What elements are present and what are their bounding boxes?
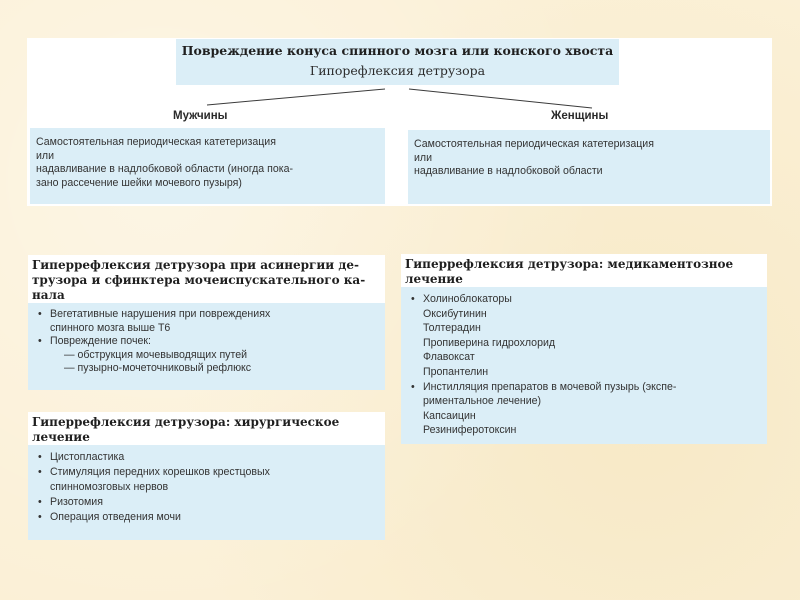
- drug-name: Оксибутинин: [423, 307, 487, 320]
- women-line: или: [414, 151, 433, 164]
- item-text: Операция отведения мочи: [50, 511, 181, 523]
- men-label: Мужчины: [173, 110, 228, 122]
- item-text: Повреждение почек:: [50, 335, 151, 348]
- item-text-continued: спинного мозга выше Т6: [50, 321, 171, 334]
- item-text-continued: спинномозговых нервов: [50, 481, 169, 493]
- medical-list: [401, 287, 767, 442]
- drug-name: Толтерадин: [423, 322, 481, 335]
- list-item: [38, 465, 381, 480]
- branch-line-women: [409, 89, 592, 108]
- item-text: Вегетативные нарушения при повреждениях: [50, 308, 271, 320]
- women-line: Самостоятельная периодическая катетеризация: [414, 138, 654, 150]
- list-item: [411, 380, 763, 395]
- bullet-icon: •: [38, 451, 42, 463]
- list-item: [38, 450, 381, 465]
- list-item: [38, 308, 381, 322]
- title-line: Гиперрефлексия детрузора: медикаментозное: [405, 257, 734, 271]
- surgical-title: [28, 412, 385, 445]
- bullet-icon: •: [38, 335, 42, 348]
- bullet-icon: •: [411, 293, 415, 305]
- men-line: или: [36, 149, 55, 162]
- medical-title: [401, 254, 767, 287]
- header-title: Повреждение конуса спинного мозга или конского хвоста: [181, 43, 614, 58]
- drug-name: Резиниферотоксин: [423, 424, 517, 437]
- item-text: Инстилляция препаратов в мочевой пузырь (экспе-: [423, 380, 677, 393]
- men-line: надавливание в надлобковой области (иногда пока-: [36, 163, 294, 176]
- header-subtitle: Гипорефлексия детрузора: [309, 63, 486, 78]
- title-line: Гиперрефлексия детрузора: хирургическое: [32, 415, 340, 429]
- surgical-treatment-box: [28, 412, 385, 540]
- surgical-list: [28, 445, 385, 529]
- bullet-icon: •: [38, 466, 42, 478]
- list-item: [38, 495, 381, 510]
- list-item: [38, 335, 381, 349]
- title-line: трузора и сфинктера мочеиспускательного ка-: [32, 273, 366, 287]
- men-line: зано рассечение шейки мочевого пузыря): [36, 176, 242, 189]
- title-line: лечение: [405, 272, 463, 286]
- branch-line-men: [207, 89, 385, 105]
- bullet-icon: •: [38, 511, 42, 523]
- drug-name: Пропантелин: [423, 365, 489, 378]
- bullet-icon: •: [411, 380, 415, 393]
- item-text: Стимуляция передних корешков крестцовых: [50, 466, 270, 478]
- medical-treatment-box: [401, 254, 767, 444]
- sub-item: — обструкция мочевыводящих путей: [64, 348, 248, 361]
- sub-item: — пузырно-мочеточниковый рефлюкс: [64, 362, 252, 375]
- item-text: Цистопластика: [50, 451, 125, 463]
- asynergy-title: [28, 255, 385, 303]
- title-line: нала: [32, 288, 65, 302]
- list-item: [38, 510, 381, 525]
- men-treatment-box: [30, 128, 385, 204]
- women-treatment-box: [408, 130, 770, 204]
- title-line: лечение: [32, 430, 90, 444]
- item-text: Холиноблокаторы: [423, 293, 512, 305]
- bullet-icon: •: [38, 308, 42, 320]
- item-text: Ризотомия: [50, 496, 103, 508]
- drug-name: Флавоксат: [423, 351, 475, 364]
- drug-name: Пропиверина гидрохлорид: [423, 336, 556, 349]
- bullet-icon: •: [38, 496, 42, 508]
- drug-name: Капсаицин: [423, 409, 476, 422]
- item-text-continued: риментальное лечение): [423, 395, 542, 408]
- women-line: надавливание в надлобковой области: [414, 165, 603, 178]
- asynergy-box: [28, 255, 385, 390]
- women-label: Женщины: [551, 110, 609, 122]
- title-line: Гиперрефлексия детрузора при асинергии де-: [32, 258, 359, 272]
- men-line: Самостоятельная периодическая катетеризация: [36, 136, 276, 148]
- list-item: [411, 292, 763, 307]
- asynergy-list: [28, 303, 385, 380]
